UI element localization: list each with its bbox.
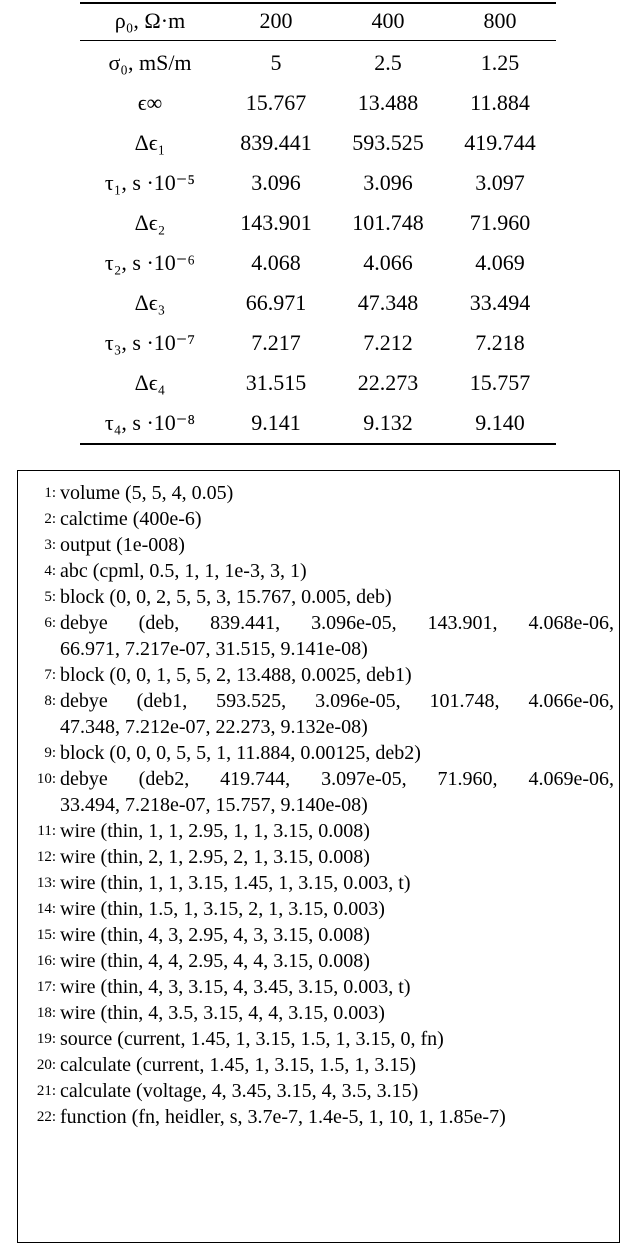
- table-cell: 143.901: [240, 210, 312, 235]
- code-text: calculate (current, 1.45, 1, 3.15, 1.5, 1, 3.15): [60, 1054, 417, 1076]
- table-cell: 9.132: [363, 410, 413, 435]
- code-text: function (fn, heidler, s, 3.7e-7, 1.4e-5, 1, 10, 1, 1.85e-7): [60, 1106, 506, 1128]
- code-text-continuation: 33.494, 7.218e-07, 15.757, 9.140e-08): [60, 794, 368, 816]
- listing-line: [18, 922, 621, 948]
- listing-line: [18, 896, 621, 922]
- code-text: source (current, 1.45, 1, 3.15, 1.5, 1, 3.15, 0, fn): [60, 1028, 444, 1050]
- line-number: 4:: [44, 563, 56, 579]
- row-label: Δϵ₃: [134, 290, 166, 315]
- table-cell: 7.218: [475, 330, 525, 355]
- row-label: τ₁, s ·10⁻⁵: [104, 170, 196, 195]
- table-bottom-rule: [80, 443, 556, 445]
- code-text: wire (thin, 1.5, 1, 3.15, 2, 1, 3.15, 0.003): [60, 898, 385, 920]
- code-text-continuation: 66.971, 7.217e-07, 31.515, 9.141e-08): [60, 638, 368, 660]
- code-text: wire (thin, 4, 3, 2.95, 4, 3, 3.15, 0.008): [60, 924, 370, 946]
- listing-line: [18, 688, 621, 714]
- code-text: volume (5, 5, 4, 0.05): [60, 482, 234, 504]
- listing-line: [18, 584, 621, 610]
- row-label: Δϵ₂: [134, 210, 166, 235]
- table-cell: 9.140: [475, 410, 525, 435]
- table-cell: 4.069: [475, 250, 525, 275]
- line-number: 22:: [36, 1109, 56, 1125]
- listing-line: [18, 766, 621, 792]
- line-number: 2:: [44, 511, 56, 527]
- table-cell: 7.212: [363, 330, 413, 355]
- code-text: abc (cpml, 0.5, 1, 1, 1e-3, 3, 1): [60, 560, 307, 582]
- line-number: 14:: [36, 901, 56, 917]
- row-label: τ₃, s ·10⁻⁷: [104, 330, 196, 355]
- code-text: wire (thin, 4, 3.5, 3.15, 4, 4, 3.15, 0.003): [60, 1002, 385, 1024]
- code-text: wire (thin, 1, 1, 2.95, 1, 1, 3.15, 0.008): [60, 820, 370, 842]
- code-text: calculate (voltage, 4, 3.45, 3.15, 4, 3.5, 3.15): [60, 1080, 419, 1102]
- table-row: [80, 243, 556, 283]
- table-row: [80, 363, 556, 403]
- table-header-rule: [80, 40, 556, 41]
- listing-line: [18, 948, 621, 974]
- table-cell: 71.960: [469, 210, 531, 235]
- listing-line: [18, 1026, 621, 1052]
- listing-line: [18, 1000, 621, 1026]
- line-number: 7:: [44, 667, 56, 683]
- table-cell: 839.441: [240, 130, 312, 155]
- listing-line: [18, 740, 621, 766]
- code-text: block (0, 0, 1, 5, 5, 2, 13.488, 0.0025, deb1): [60, 664, 412, 686]
- table-cell: 47.348: [357, 290, 419, 315]
- code-text: calctime (400e-6): [60, 508, 202, 530]
- line-number: 9:: [44, 745, 56, 761]
- code-text-continuation: 47.348, 7.212e-07, 22.273, 9.132e-08): [60, 716, 368, 738]
- code-text: debye (deb1, 593.525, 3.096e-05, 101.748, 4.066e-06,: [60, 690, 614, 712]
- line-number: 13:: [36, 875, 56, 891]
- listing-line: [18, 844, 621, 870]
- table-row: [80, 43, 556, 83]
- listing-line: [18, 558, 621, 584]
- listing-line: [18, 1078, 621, 1104]
- listing-line: [18, 870, 621, 896]
- table-cell: 3.096: [363, 170, 413, 195]
- table-cell: 101.748: [352, 210, 424, 235]
- table-cell: 7.217: [251, 330, 301, 355]
- table-cell: 2.5: [374, 50, 402, 75]
- line-number: 21:: [36, 1083, 56, 1099]
- table-cell: 33.494: [469, 290, 531, 315]
- code-text: debye (deb2, 419.744, 3.097e-05, 71.960, 4.069e-06,: [60, 768, 614, 790]
- table-row: [80, 323, 556, 363]
- code-text: wire (thin, 1, 1, 3.15, 1.45, 1, 3.15, 0.003, t): [60, 872, 411, 894]
- line-number: 10:: [36, 771, 56, 787]
- table-header-row: [80, 1, 556, 41]
- line-number: 20:: [36, 1057, 56, 1073]
- line-number: 3:: [44, 537, 56, 553]
- row-label: σ₀, mS/m: [108, 50, 192, 75]
- header-cell: 200: [259, 8, 293, 33]
- table-cell: 31.515: [245, 370, 307, 395]
- listing-line: [18, 974, 621, 1000]
- listing-line: [18, 662, 621, 688]
- table-cell: 4.068: [251, 250, 301, 275]
- table-row: [80, 123, 556, 163]
- row-label: τ₄, s ·10⁻⁸: [104, 410, 196, 435]
- table-row: [80, 163, 556, 203]
- table-cell: 15.767: [245, 90, 307, 115]
- code-text: output (1e-008): [60, 534, 185, 556]
- row-label: τ₂, s ·10⁻⁶: [104, 250, 196, 275]
- code-text: block (0, 0, 2, 5, 5, 3, 15.767, 0.005, deb): [60, 586, 392, 608]
- line-number: 19:: [36, 1031, 56, 1047]
- row-label: Δϵ₄: [134, 370, 166, 395]
- header-cell: 800: [483, 8, 517, 33]
- table-cell: 13.488: [357, 90, 419, 115]
- table-row: [80, 403, 556, 443]
- line-number: 1:: [44, 485, 56, 501]
- line-number: 18:: [36, 1005, 56, 1021]
- table-cell: 15.757: [469, 370, 531, 395]
- row-label: ϵ∞: [137, 90, 163, 115]
- listing-line: [18, 1052, 621, 1078]
- header-cell: ρ₀, Ω·m: [114, 8, 186, 33]
- listing-line: [18, 506, 621, 532]
- table-cell: 22.273: [357, 370, 419, 395]
- table-cell: 4.066: [363, 250, 413, 275]
- listing-line: [18, 532, 621, 558]
- code-text: wire (thin, 4, 4, 2.95, 4, 4, 3.15, 0.008): [60, 950, 370, 972]
- listing-line: [18, 818, 621, 844]
- table-cell: 3.097: [475, 170, 525, 195]
- listing-line: [18, 610, 621, 636]
- table-cell: 419.744: [464, 130, 536, 155]
- listing-line-continuation: [18, 636, 621, 662]
- line-number: 17:: [36, 979, 56, 995]
- table-cell: 9.141: [251, 410, 301, 435]
- listing-line: [18, 1104, 621, 1130]
- code-text: wire (thin, 2, 1, 2.95, 2, 1, 3.15, 0.008): [60, 846, 370, 868]
- line-number: 11:: [37, 823, 56, 839]
- table-cell: 3.096: [251, 170, 301, 195]
- code-text: wire (thin, 4, 3, 3.15, 4, 3.45, 3.15, 0.003, t): [60, 976, 411, 998]
- code-listing: [17, 470, 620, 1243]
- line-number: 5:: [44, 589, 56, 605]
- table-row: [80, 83, 556, 123]
- listing-line: [18, 480, 621, 506]
- listing-line-continuation: [18, 714, 621, 740]
- table-row: [80, 283, 556, 323]
- code-text: block (0, 0, 0, 5, 5, 1, 11.884, 0.00125, deb2): [60, 742, 421, 764]
- line-number: 8:: [44, 693, 56, 709]
- table-row: [80, 203, 556, 243]
- line-number: 15:: [36, 927, 56, 943]
- line-number: 16:: [36, 953, 56, 969]
- code-text: debye (deb, 839.441, 3.096e-05, 143.901, 4.068e-06,: [60, 612, 614, 634]
- table-cell: 66.971: [245, 290, 307, 315]
- line-number: 12:: [36, 849, 56, 865]
- table-cell: 5: [270, 50, 282, 75]
- table-cell: 1.25: [480, 50, 520, 75]
- table-cell: 11.884: [470, 90, 530, 115]
- row-label: Δϵ₁: [134, 130, 166, 155]
- line-number: 6:: [44, 615, 56, 631]
- listing-line-continuation: [18, 792, 621, 818]
- table-cell: 593.525: [352, 130, 424, 155]
- header-cell: 400: [371, 8, 405, 33]
